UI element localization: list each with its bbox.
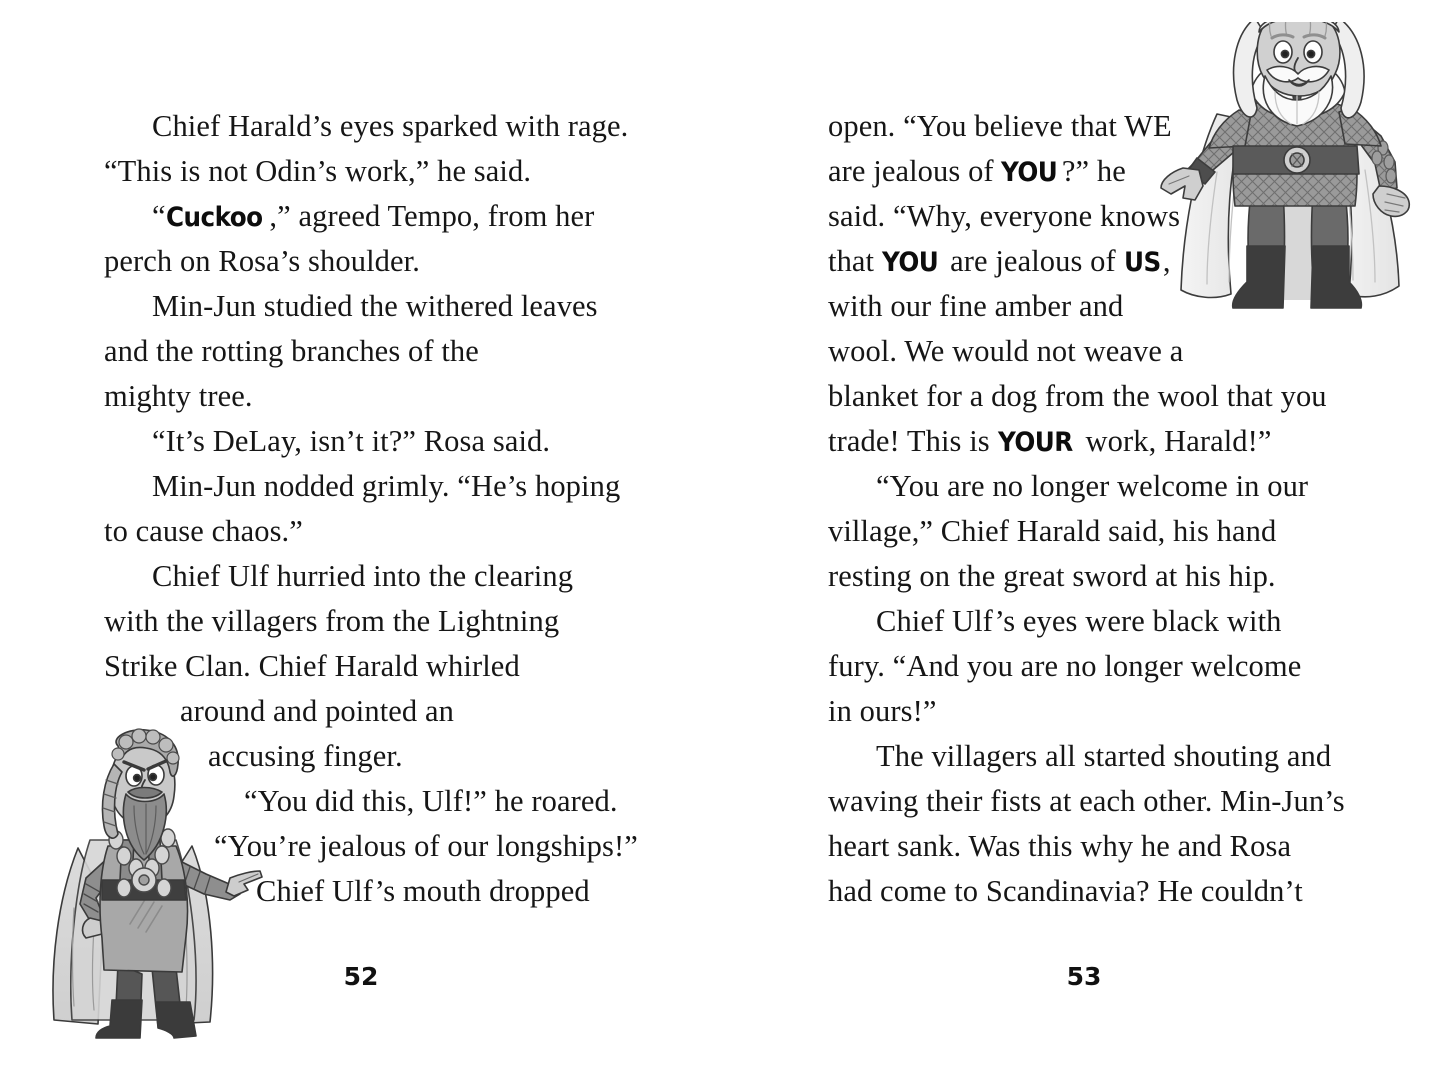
page-number-left: 52 <box>343 962 379 991</box>
text-run: to cause chaos.” <box>104 514 303 548</box>
right-page <box>723 0 1445 1071</box>
chief-harald-illustration <box>34 728 284 1040</box>
text-line <box>104 419 664 464</box>
text-run: “It’s DeLay, isn’t it?” Rosa said. <box>152 424 551 458</box>
text-run: said. “Why, everyone knows <box>828 199 1181 233</box>
text-run: blanket for a dog from the wool that you <box>828 379 1327 413</box>
text-line <box>828 689 1353 734</box>
text-run: “You’re jealous of our longships!” <box>214 829 638 863</box>
text-run: ?” he <box>1061 154 1126 188</box>
text-run: “ <box>152 199 166 233</box>
emphasised-word: US <box>1123 247 1161 278</box>
text-line <box>104 374 664 419</box>
text-run: Chief Harald’s eyes sparked with rage. <box>152 109 629 143</box>
text-run: wool. We would not weave a <box>828 334 1184 368</box>
text-run: waving their fists at each other. Min-Jun’s <box>828 784 1345 818</box>
text-line <box>828 329 1353 374</box>
text-run: Chief Ulf’s eyes were black with <box>876 604 1282 638</box>
text-line <box>104 644 664 689</box>
text-line <box>828 824 1353 869</box>
text-run: mighty tree. <box>104 379 253 413</box>
text-run: open. “You believe that WE <box>828 109 1172 143</box>
left-page <box>0 0 722 1071</box>
text-run: Chief Ulf hurried into the clearing <box>152 559 574 593</box>
text-run: Min-Jun studied the withered leaves <box>152 289 598 323</box>
page-number-right: 53 <box>1066 962 1102 991</box>
text-line <box>828 509 1353 554</box>
text-run: work, Harald!” <box>1077 424 1272 458</box>
text-line <box>104 194 664 239</box>
text-run: , <box>1162 244 1171 278</box>
text-run: heart sank. Was this why he and Rosa <box>828 829 1292 863</box>
text-run: accusing finger. <box>208 739 403 773</box>
text-run: perch on Rosa’s shoulder. <box>104 244 420 278</box>
text-line <box>828 644 1353 689</box>
text-run: and the rotting branches of the <box>104 334 479 368</box>
text-run: Chief Ulf’s mouth dropped <box>256 874 590 908</box>
text-run: “This is not Odin’s work,” he said. <box>104 154 532 188</box>
text-line <box>104 464 664 509</box>
text-run: ,” agreed Tempo, from her <box>269 199 595 233</box>
text-run: “You are no longer welcome in our <box>876 469 1309 503</box>
text-run: with the villagers from the Lightning <box>104 604 560 638</box>
text-line <box>828 869 1353 914</box>
text-run: that <box>828 244 882 278</box>
text-line <box>828 419 1353 464</box>
text-run: are jealous of <box>942 244 1124 278</box>
text-run: The villagers all started shouting and <box>876 739 1332 773</box>
text-run: “You did this, Ulf!” he roared. <box>244 784 618 818</box>
text-run: resting on the great sword at his hip. <box>828 559 1276 593</box>
text-run: Min-Jun nodded grimly. “He’s hoping <box>152 469 621 503</box>
text-line <box>828 734 1353 779</box>
emphasised-word: YOUR <box>997 427 1073 458</box>
text-line <box>104 554 664 599</box>
text-line <box>104 284 664 329</box>
text-run: Strike Clan. Chief Harald whirled <box>104 649 520 683</box>
text-run: fury. “And you are no longer welcome <box>828 649 1302 683</box>
text-line <box>104 149 664 194</box>
text-line <box>104 329 664 374</box>
text-line <box>104 239 664 284</box>
text-run: with our fine amber and <box>828 289 1124 323</box>
text-line <box>104 104 664 149</box>
emphasised-word: YOU <box>881 247 939 278</box>
text-line <box>104 509 664 554</box>
emphasised-word: Cuckoo <box>165 202 263 233</box>
text-run: village,” Chief Harald said, his hand <box>828 514 1277 548</box>
text-run: trade! This is <box>828 424 998 458</box>
text-line <box>828 464 1353 509</box>
text-run: had come to Scandinavia? He couldn’t <box>828 874 1303 908</box>
text-line <box>104 599 664 644</box>
text-run: in ours!” <box>828 694 937 728</box>
text-line <box>828 374 1353 419</box>
chief-ulf-illustration <box>1159 22 1437 322</box>
emphasised-word: YOU <box>1001 157 1058 188</box>
text-line <box>828 599 1353 644</box>
text-line <box>828 779 1353 824</box>
text-line <box>828 554 1353 599</box>
text-run: around and pointed an <box>180 694 454 728</box>
text-run: are jealous of <box>828 154 1002 188</box>
